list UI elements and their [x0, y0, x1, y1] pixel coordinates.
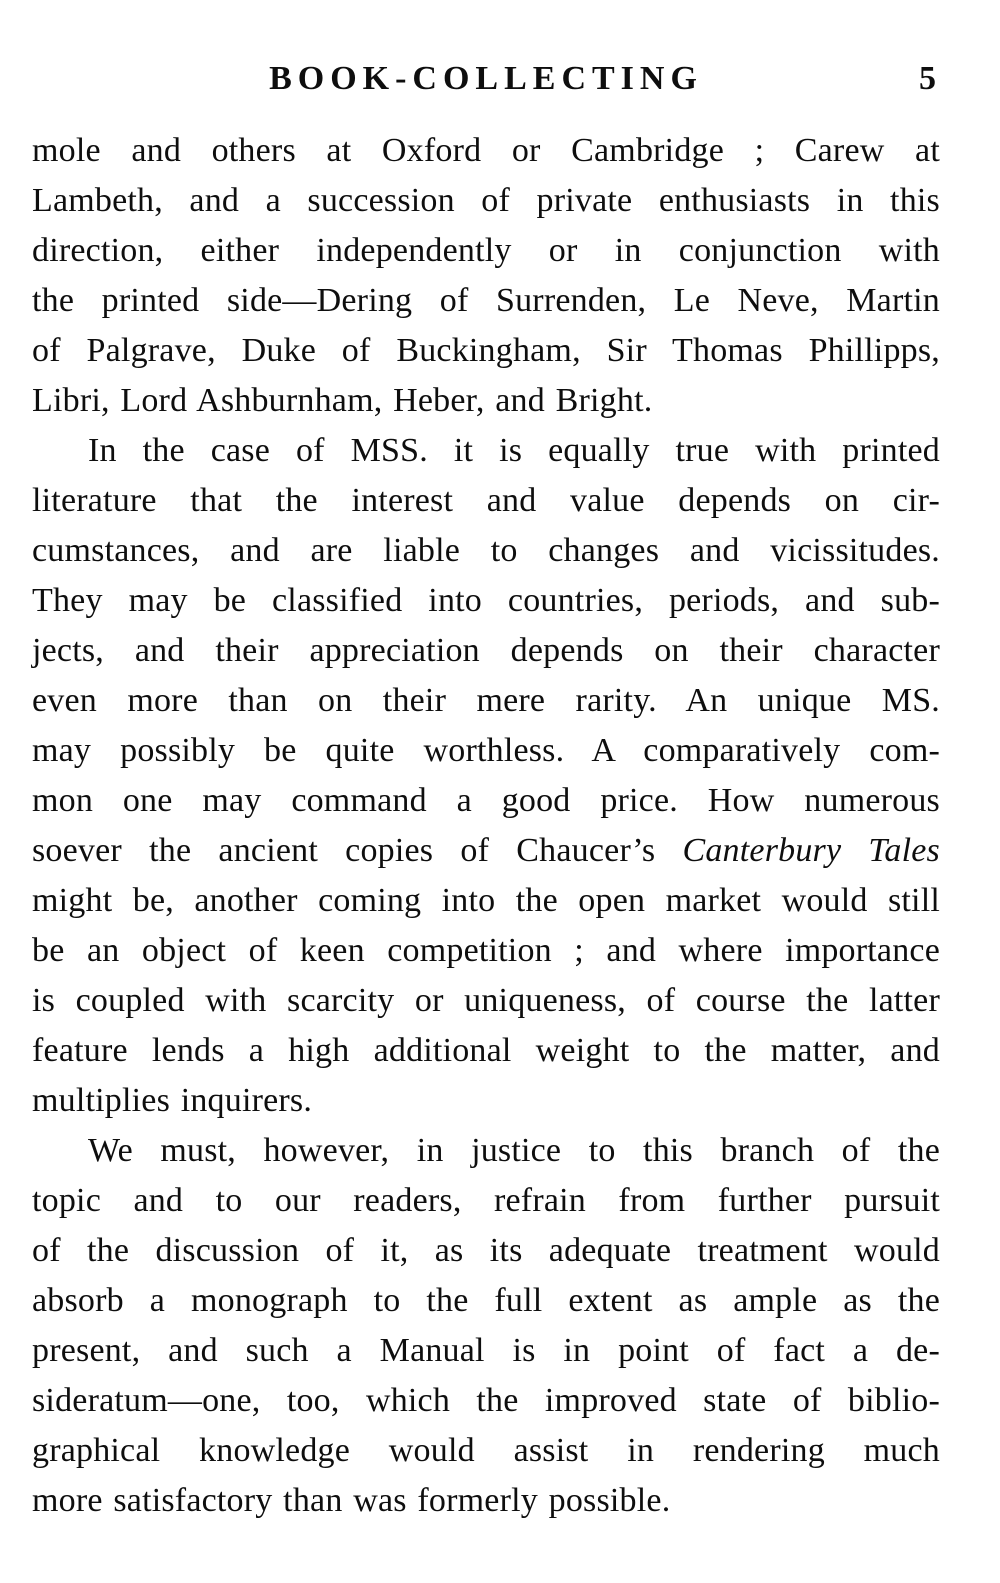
text-segment: Libri, Lord Ashburnham, Heber, and Bright.	[32, 382, 653, 419]
paragraph	[32, 1126, 940, 1526]
text-segment: multiplies inquirers.	[32, 1082, 313, 1119]
text-line	[32, 1176, 940, 1226]
running-title: BOOK-COLLECTING	[269, 60, 703, 97]
text-line	[32, 726, 940, 776]
text-segment: of the discussion of it, as its adequate treatment would	[32, 1232, 940, 1269]
text-segment: absorb a monograph to the full extent as ample as the	[32, 1282, 940, 1319]
text-segment: more satisfactory than was formerly possible.	[32, 1482, 671, 1519]
text-segment: cumstances, and are liable to changes and vicissitudes.	[32, 532, 940, 569]
text-segment: feature lends a high additional weight to the matter, and	[32, 1032, 940, 1069]
text-line	[32, 326, 940, 376]
text-line	[32, 376, 940, 426]
text-segment: is coupled with scarcity or uniqueness, of course the latter	[32, 982, 940, 1019]
text-segment: graphical knowledge would assist in rendering much	[32, 1432, 940, 1469]
text-line	[32, 276, 940, 326]
italic-book-title: Canterbury Tales	[682, 832, 940, 869]
text-segment: mole and others at Oxford or Cambridge ; Carew at	[32, 132, 940, 169]
text-segment: the printed side—Dering of Surrenden, Le Neve, Martin	[32, 282, 940, 319]
text-segment: topic and to our readers, refrain from further pursuit	[32, 1182, 940, 1219]
text-segment: literature that the interest and value depends on cir-	[32, 482, 940, 519]
text-line	[32, 226, 940, 276]
page-header	[32, 56, 940, 102]
text-segment: They may be classified into countries, periods, and sub-	[32, 582, 940, 619]
text-segment: jects, and their appreciation depends on their character	[32, 632, 940, 669]
text-segment: Lambeth, and a succession of private enthusiasts in this	[32, 182, 940, 219]
text-line	[32, 826, 940, 876]
text-line	[32, 576, 940, 626]
text-segment: present, and such a Manual is in point of fact a de-	[32, 1332, 940, 1369]
text-segment: of Palgrave, Duke of Buckingham, Sir Thomas Phillipps,	[32, 332, 940, 369]
text-segment: In the case of MSS. it is equally true with printed	[88, 432, 940, 469]
text-segment: be an object of keen competition ; and where importance	[32, 932, 940, 969]
text-line	[32, 1276, 940, 1326]
text-segment: even more than on their mere rarity. An unique MS.	[32, 682, 940, 719]
text-line	[32, 1026, 940, 1076]
text-segment: mon one may command a good price. How numerous	[32, 782, 940, 819]
text-segment: sideratum—one, too, which the improved state of biblio-	[32, 1382, 940, 1419]
page-number: 5	[919, 60, 936, 97]
text-line	[32, 876, 940, 926]
text-line	[32, 476, 940, 526]
text-line	[32, 1326, 940, 1376]
text-line	[32, 176, 940, 226]
text-line	[32, 1076, 940, 1126]
paragraph	[32, 126, 940, 426]
text-segment: may possibly be quite worthless. A comparatively com-	[32, 732, 940, 769]
text-segment: might be, another coming into the open market would still	[32, 882, 940, 919]
text-line	[32, 1476, 940, 1526]
text-line	[32, 426, 940, 476]
text-line	[32, 976, 940, 1026]
text-line	[32, 1376, 940, 1426]
text-line	[32, 676, 940, 726]
text-line	[32, 926, 940, 976]
text-segment: direction, either independently or in conjunction with	[32, 232, 940, 269]
text-line	[32, 1126, 940, 1176]
text-line	[32, 526, 940, 576]
text-line	[32, 1426, 940, 1476]
text-line	[32, 126, 940, 176]
text-block	[32, 126, 940, 1526]
text-line	[32, 1226, 940, 1276]
text-segment: soever the ancient copies of Chaucer’s	[32, 832, 683, 869]
text-line	[32, 626, 940, 676]
paragraph	[32, 426, 940, 1126]
text-segment: We must, however, in justice to this branch of the	[88, 1132, 940, 1169]
text-line	[32, 776, 940, 826]
